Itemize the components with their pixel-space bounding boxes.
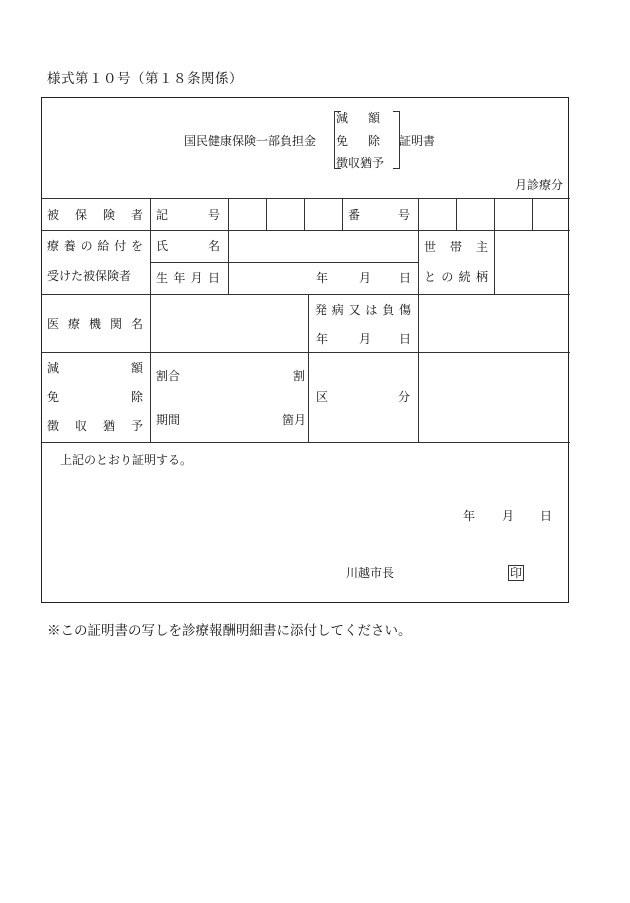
seal-mark: 印	[510, 566, 523, 580]
footnote: ※この証明書の写しを診療報酬明細書に添付してください。	[47, 623, 412, 639]
birth-label: 生 年 月 日	[156, 271, 220, 285]
row-divider	[150, 262, 418, 263]
relation-label-line2: と の 続 柄	[424, 270, 488, 284]
certificate-form	[41, 97, 569, 603]
title-option-reduction: 減 額	[336, 111, 380, 125]
period-unit: 箇月	[282, 413, 307, 427]
column-divider	[228, 198, 229, 294]
cert-year-label: 年	[463, 509, 476, 523]
row-divider	[42, 230, 570, 231]
onset-label: 発 病 又 は 負 傷	[315, 303, 411, 317]
row-divider	[42, 442, 570, 443]
exemption-label: 免 除	[47, 390, 143, 404]
column-divider	[150, 198, 151, 442]
name-label: 氏 名	[156, 239, 220, 253]
ratio-label: 割合	[156, 369, 181, 383]
recipient-label-line2: 受けた被保険者	[47, 269, 132, 283]
form-heading: 様式第１０号（第１８条関係）	[47, 71, 243, 87]
row-divider	[42, 198, 570, 199]
column-divider	[418, 294, 419, 442]
birth-year-label: 年	[316, 271, 329, 285]
cert-day-label: 日	[540, 509, 553, 523]
birth-day-label: 日	[399, 271, 412, 285]
relation-label-line1: 世 帯 主	[424, 240, 488, 254]
category-label: 区 分	[316, 390, 410, 404]
title-option-exemption: 免 除	[336, 134, 380, 148]
title-prefix: 国民健康保険一部負担金	[184, 134, 317, 148]
signer-title: 川越市長	[346, 566, 395, 580]
period-label: 期間	[156, 413, 181, 427]
column-divider	[532, 198, 533, 230]
title-suffix: 証明書	[399, 134, 436, 148]
row-divider	[42, 352, 570, 353]
column-divider	[308, 294, 309, 442]
deferral-label: 徴 収 猶 予	[47, 419, 143, 433]
certification-text: 上記のとおり証明する。	[60, 453, 193, 467]
title-option-deferral: 徴収猶予	[336, 156, 385, 170]
column-divider	[304, 198, 305, 230]
column-divider	[266, 198, 267, 230]
column-divider	[456, 198, 457, 230]
institution-label: 医 療 機 関 名	[47, 317, 143, 331]
column-divider	[494, 198, 495, 294]
reduction-label: 減 額	[47, 361, 143, 375]
column-divider	[418, 198, 419, 294]
onset-day-label: 日	[399, 332, 412, 346]
symbol-label: 記 号	[156, 208, 220, 222]
ratio-unit: 割	[293, 369, 306, 383]
insured-label: 被 保 険 者	[47, 208, 143, 222]
month-label: 月診療分	[515, 178, 564, 192]
onset-month-label: 月	[359, 332, 372, 346]
recipient-label-line1: 療 養 の 給 付 を	[47, 239, 143, 253]
onset-year-label: 年	[316, 332, 329, 346]
birth-month-label: 月	[359, 271, 372, 285]
column-divider	[342, 198, 343, 230]
cert-month-label: 月	[502, 509, 515, 523]
number-label: 番 号	[348, 208, 410, 222]
row-divider	[42, 294, 570, 295]
